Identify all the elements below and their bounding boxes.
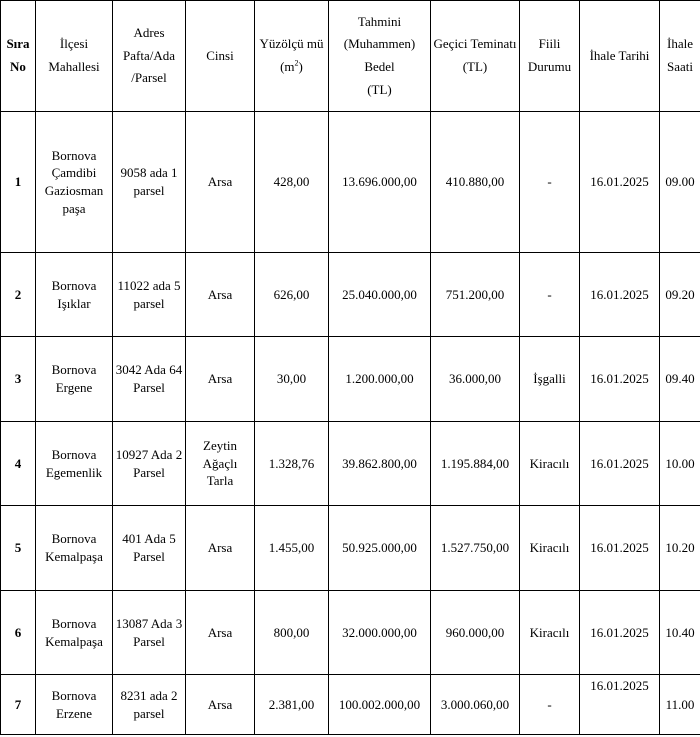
row-teminat: 410.880,00 bbox=[431, 112, 520, 253]
row-saat: 11.00 bbox=[660, 675, 700, 735]
row-bedel: 50.925.000,00 bbox=[329, 506, 431, 591]
row-bedel: 25.040.000,00 bbox=[329, 253, 431, 337]
row-ilce-mahalle bbox=[36, 506, 113, 591]
row-ilce: Bornova bbox=[51, 531, 97, 547]
row-bedel: 13.696.000,00 bbox=[329, 112, 431, 253]
row-teminat: 1.195.884,00 bbox=[431, 422, 520, 506]
header-gecici-teminati-unit: (TL) bbox=[462, 59, 488, 74]
header-ihale-saati: İhale Saati bbox=[660, 1, 700, 112]
row-saat: 09.00 bbox=[660, 112, 700, 253]
row-adres: 11022 ada 5 parsel bbox=[113, 253, 186, 337]
row-cinsi: Zeytin Ağaçlı Tarla bbox=[186, 422, 255, 506]
row-no: 3 bbox=[1, 337, 36, 422]
row-saat: 10.00 bbox=[660, 422, 700, 506]
table-row bbox=[1, 112, 700, 253]
row-ilce: Bornova bbox=[51, 446, 97, 462]
row-ilce-mahalle bbox=[36, 422, 113, 506]
row-tarih: 16.01.2025 bbox=[580, 253, 660, 337]
row-tarih: 16.01.2025 bbox=[580, 591, 660, 675]
row-bedel: 100.002.000,00 bbox=[329, 675, 431, 735]
row-teminat: 960.000,00 bbox=[431, 591, 520, 675]
header-ihale-tarihi: İhale Tarihi bbox=[580, 1, 660, 112]
header-yuzolcumu bbox=[255, 1, 329, 112]
row-no: 2 bbox=[1, 253, 36, 337]
row-ilce: Bornova bbox=[51, 277, 97, 293]
row-mahalle: Egemenlik bbox=[45, 464, 103, 480]
row-bedel: 39.862.800,00 bbox=[329, 422, 431, 506]
header-gecici-teminati-label: Geçici Teminatı bbox=[433, 36, 517, 52]
row-mahalle: Kemalpaşa bbox=[45, 633, 103, 649]
row-fiili: Kiracılı bbox=[520, 591, 580, 675]
row-ilce-mahalle bbox=[36, 337, 113, 422]
header-cinsi: Cinsi bbox=[186, 1, 255, 112]
table-row bbox=[1, 591, 700, 675]
row-adres: 9058 ada 1 parsel bbox=[113, 112, 186, 253]
row-saat: 09.40 bbox=[660, 337, 700, 422]
row-teminat: 751.200,00 bbox=[431, 253, 520, 337]
row-ilce-mahalle bbox=[36, 591, 113, 675]
row-cinsi: Arsa bbox=[186, 112, 255, 253]
header-yuzolcumu-label: Yüzölçü mü bbox=[259, 36, 324, 52]
row-adres: 401 Ada 5 Parsel bbox=[113, 506, 186, 591]
row-tarih: 16.01.2025 bbox=[580, 112, 660, 253]
row-cinsi: Arsa bbox=[186, 253, 255, 337]
row-mahalle: Işıklar bbox=[57, 295, 91, 311]
header-gecici-teminati bbox=[431, 1, 520, 112]
row-cinsi: Arsa bbox=[186, 675, 255, 735]
row-no: 7 bbox=[1, 675, 36, 735]
row-yuzolcumu: 428,00 bbox=[255, 112, 329, 253]
row-no: 6 bbox=[1, 591, 36, 675]
row-yuzolcumu: 1.455,00 bbox=[255, 506, 329, 591]
row-cinsi: Arsa bbox=[186, 506, 255, 591]
row-tarih: 16.01.2025 bbox=[580, 675, 660, 735]
row-teminat: 3.000.060,00 bbox=[431, 675, 520, 735]
row-teminat: 1.527.750,00 bbox=[431, 506, 520, 591]
row-ilce-mahalle bbox=[36, 675, 113, 735]
header-ilcesi-mahallesi: İlçesi Mahallesi bbox=[36, 1, 113, 112]
row-yuzolcumu: 800,00 bbox=[255, 591, 329, 675]
header-row bbox=[1, 1, 700, 112]
row-adres: 8231 ada 2 parsel bbox=[113, 675, 186, 735]
row-yuzolcumu: 30,00 bbox=[255, 337, 329, 422]
row-saat: 10.40 bbox=[660, 591, 700, 675]
header-fiili-durumu: Fiili Durumu bbox=[520, 1, 580, 112]
row-no: 4 bbox=[1, 422, 36, 506]
row-tarih: 16.01.2025 bbox=[580, 506, 660, 591]
row-cinsi: Arsa bbox=[186, 591, 255, 675]
row-fiili: - bbox=[520, 675, 580, 735]
row-bedel: 1.200.000,00 bbox=[329, 337, 431, 422]
row-cinsi: Arsa bbox=[186, 337, 255, 422]
header-tahmini-bedel bbox=[329, 1, 431, 112]
row-teminat: 36.000,00 bbox=[431, 337, 520, 422]
row-yuzolcumu: 2.381,00 bbox=[255, 675, 329, 735]
row-mahalle: Çamdibi Gaziosman paşa bbox=[44, 165, 104, 216]
row-ilce: Bornova bbox=[51, 362, 97, 378]
row-ilce-mahalle bbox=[36, 112, 113, 253]
table-row bbox=[1, 675, 700, 735]
row-ilce: Bornova bbox=[51, 687, 97, 703]
row-fiili: - bbox=[520, 253, 580, 337]
header-tahmini-bedel-label: Tahmini (Muhammen) Bedel bbox=[343, 13, 416, 74]
row-mahalle: Kemalpaşa bbox=[45, 549, 103, 564]
header-tahmini-bedel-unit: (TL) bbox=[367, 81, 392, 97]
table-row bbox=[1, 253, 700, 337]
row-yuzolcumu: 626,00 bbox=[255, 253, 329, 337]
row-ilce: Bornova bbox=[51, 147, 97, 163]
row-yuzolcumu: 1.328,76 bbox=[255, 422, 329, 506]
header-sira-no: Sıra No bbox=[1, 1, 36, 112]
row-mahalle: Erzene bbox=[55, 705, 93, 721]
row-fiili: Kiracılı bbox=[520, 506, 580, 591]
row-no: 5 bbox=[1, 506, 36, 591]
row-ilce-mahalle bbox=[36, 253, 113, 337]
row-tarih: 16.01.2025 bbox=[580, 337, 660, 422]
table-row bbox=[1, 422, 700, 506]
row-adres: 3042 Ada 64 Parsel bbox=[113, 337, 186, 422]
row-mahalle: Ergene bbox=[55, 380, 93, 395]
row-tarih: 16.01.2025 bbox=[580, 422, 660, 506]
table-row bbox=[1, 506, 700, 591]
header-yuzolcumu-unit: $(m^2)$ bbox=[280, 58, 303, 74]
row-fiili: - bbox=[520, 112, 580, 253]
row-fiili: İşgalli bbox=[520, 337, 580, 422]
row-ilce: Bornova bbox=[51, 615, 97, 631]
row-fiili: Kiracılı bbox=[520, 422, 580, 506]
table-row bbox=[1, 337, 700, 422]
row-bedel: 32.000.000,00 bbox=[329, 591, 431, 675]
row-no: 1 bbox=[1, 112, 36, 253]
row-adres: 10927 Ada 2 Parsel bbox=[113, 422, 186, 506]
row-saat: 09.20 bbox=[660, 253, 700, 337]
row-saat: 10.20 bbox=[660, 506, 700, 591]
row-adres: 13087 Ada 3 Parsel bbox=[113, 591, 186, 675]
header-adres: Adres Pafta/Ada /Parsel bbox=[113, 1, 186, 112]
